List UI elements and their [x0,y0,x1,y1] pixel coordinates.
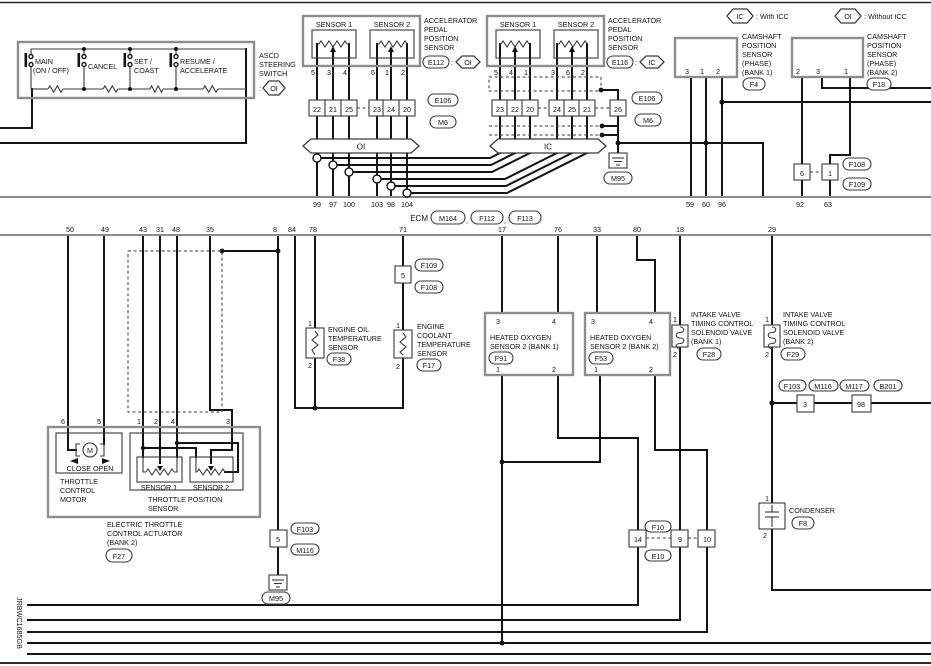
motor-title: THROTTLE [60,477,98,486]
conn-id: F108 [848,160,866,169]
condenser-title: CONDENSER [789,506,835,515]
pin-label: 1 [496,365,500,374]
oil-title3: SENSOR [328,343,359,352]
conn-pin: 3 [803,400,807,409]
ecm-pin: 49 [101,225,109,234]
ecm-pin: 48 [172,225,180,234]
ecm-pin: 78 [309,225,317,234]
motor-m-label: M [87,446,93,455]
conn-id: F18 [872,80,886,89]
potentiometer-icon [500,41,587,52]
pin-label: 2 [763,531,767,540]
iv2-title2: TIMING CONTROL [783,319,846,328]
conn-pin: 98 [857,400,865,409]
e112-connector-label: E112 [427,58,445,67]
oi-badge-icon [263,81,285,95]
ho2s2-title2: SENSOR 2 (BANK 2) [590,342,659,351]
conn-pin: 23 [373,105,381,114]
ecm-pin: 17 [498,225,506,234]
iv2-title3: SOLENOID VALVE [783,328,845,337]
ecm-conn: F113 [517,214,533,223]
legend-oi-label: OI [844,12,852,21]
e112-title2: PEDAL [424,25,448,34]
conn-id: M117 [845,382,863,391]
connector-row-right [779,380,902,412]
ground-connector-label: M95 [611,174,625,183]
oil-title2: TEMPERATURE [328,334,382,343]
pin-label: 3 [496,317,500,326]
ecm-pin: 18 [676,225,684,234]
motor-title3: MOTOR [60,495,87,504]
tps-sensor1-label: SENSOR 1 [140,483,178,492]
ecm-pin: 63 [824,200,832,209]
ascd-badge-label: OI [270,84,278,93]
pin-label: 6 [371,68,375,77]
conn-pin: 14 [634,535,642,544]
ascd-resume-label2: ACCELERATE [180,66,228,75]
iv2-title4: (BANK 2) [783,337,814,346]
ecm-pin: 103 [371,200,383,209]
conn-id: E10 [651,552,665,561]
conn-pin: 5 [401,271,405,280]
pin-label: 3 [327,68,331,77]
harness-band-ic [490,139,606,153]
cmp2-title: CAMSHAFT [867,32,907,41]
pin-label: 3 [226,417,230,426]
cmp1-title4: (PHASE) [742,59,772,68]
e116-connector-label: E116 [611,58,629,67]
pin-label: 2 [796,67,800,76]
cmp1-title: CAMSHAFT [742,32,782,41]
ascd-resume-label: RESUME / [180,57,215,66]
pin-label: 2 [716,67,720,76]
e112-title: ACCELERATOR [424,16,478,25]
cmp1-title3: SENSOR [742,50,773,59]
shield-icon [489,77,601,91]
conn-pin: 24 [553,105,561,114]
pin-label: 2 [673,350,677,359]
cool-title2: COOLANT [417,331,452,340]
pin-label: 1 [385,68,389,77]
conn-id: F28 [702,350,716,359]
ascd-title2: STEERING [259,60,296,69]
pin-label: 5 [97,417,101,426]
ecm-pin: 60 [702,200,710,209]
conn-id: E106 [638,94,656,103]
ascd-colon: : [259,84,261,93]
harness-band-oi [303,139,419,153]
oi-badge-icon [835,9,861,23]
conn-id: M6 [438,118,448,127]
ho2s1-title: HEATED OXYGEN [490,333,552,342]
ascd-cancel-label: CANCEL [88,62,118,71]
conn-pin: 25 [345,105,353,114]
ecm-conn: F112 [479,214,495,223]
cmp1-title2: POSITION [742,41,777,50]
motor-title2: CONTROL [60,486,96,495]
band-oi-label: OI [356,142,366,152]
cool-title4: SENSOR [417,349,448,358]
badge-label: OI [464,58,472,67]
pin-label: 2 [581,68,585,77]
conn-id: F109 [420,261,438,270]
pin-label: 2 [401,68,405,77]
ecm-pin: 76 [554,225,562,234]
e112-title4: SENSOR [424,43,455,52]
pin-label: 4 [343,68,347,77]
pin-label: 1 [594,365,598,374]
actuator-title3: (BANK 2) [107,538,138,547]
pin-label: 1 [765,315,769,324]
conn-id: M116 [296,546,314,555]
cmp1-title5: (BANK 1) [742,68,773,77]
conn-pin: 9 [678,535,682,544]
comma: , [466,216,468,225]
ground-icon [262,575,290,604]
ecm-pin: 99 [313,200,321,209]
conn-id: E106 [434,96,452,105]
pin-label: 4 [649,317,653,326]
conn-pin: 23 [496,105,504,114]
ecm-pin: 97 [329,200,337,209]
ecm-pin: 92 [796,200,804,209]
conn-pin: 5 [276,535,280,544]
iv2-title: INTAKE VALVE [783,310,833,319]
pin-label: 2 [552,365,556,374]
conn-id: F53 [594,354,608,363]
pin-label: 4 [552,317,556,326]
conn-id: M6 [643,116,653,125]
ic-badge-icon [640,56,664,68]
cool-title: ENGINE [417,322,445,331]
tps-sensor2-label: SENSOR 2 [192,483,230,492]
pin-label: 5 [494,68,498,77]
intake-valve-solenoid-bank1 [672,310,753,360]
e116-title2: PEDAL [608,25,632,34]
ecm-labels [66,200,832,234]
pin-label: 2 [649,365,653,374]
ecm-pin: 98 [387,200,395,209]
pin-label: 1 [700,67,704,76]
cmp2-title5: (BANK 2) [867,68,898,77]
ecm-pin: 43 [139,225,147,234]
conn-id: F8 [798,519,808,528]
engine-oil-temp-sensor [306,319,382,370]
ascd-set-label: SET / [134,57,152,66]
ho2s1-title2: SENSOR 2 (BANK 1) [490,342,559,351]
conn-id: F27 [112,552,126,561]
badge-label: IC [648,58,656,67]
pin-label: 6 [566,68,570,77]
ecm-pin: 8 [273,225,277,234]
ecm-pin: 80 [633,225,641,234]
legend-oi-desc: : Without ICC [864,12,907,21]
legend [727,9,907,23]
actuator-title: ELECTRIC THROTTLE [107,520,183,529]
conn-id: F4 [749,80,759,89]
pin-label: 2 [396,362,400,371]
ic-badge-icon [727,9,753,23]
inline-connectors-f10-e10 [629,521,715,561]
motor-icon [70,443,110,464]
cmp2-title3: SENSOR [867,50,898,59]
ecm-pin: 33 [593,225,601,234]
conn-id: F91 [494,354,508,363]
conn-id: F109 [848,180,866,189]
document-id: JRBWC1685GB [15,597,24,649]
pin-label: 6 [61,417,65,426]
cmp2-title4: (PHASE) [867,59,897,68]
ecm-pin: 96 [718,200,726,209]
conn-id: M116 [814,382,832,391]
iv1-title4: (BANK 1) [691,337,722,346]
pin-label: 1 [524,68,528,77]
e116-title4: SENSOR [608,43,639,52]
ecm-name: ECM [410,214,428,223]
cool-title3: TEMPERATURE [417,340,471,349]
pin-label: 2 [154,417,158,426]
conn-pin: 22 [511,105,519,114]
close-open-label: CLOSE OPEN [66,464,114,473]
conn-pin: 1 [828,169,832,178]
iv1-title3: SOLENOID VALVE [691,328,753,337]
sensor2-label: SENSOR 2 [373,20,411,29]
conn-id: F108 [420,283,438,292]
conn-pin: 25 [568,105,576,114]
ground-icon [604,153,632,184]
band-ic-label: IC [544,142,552,152]
conn-id: F29 [786,350,800,359]
ecm-pin: 104 [401,200,413,209]
ecm-pin: 31 [156,225,164,234]
ecm-pin: 29 [768,225,776,234]
legend-ic-desc: : With ICC [756,12,789,21]
conn-id: F38 [332,355,346,364]
conn-pin: 20 [526,105,534,114]
pin-label: 2 [308,361,312,370]
legend-ic-label: IC [736,12,744,21]
pin-label: 1 [308,319,312,328]
sensor2-label: SENSOR 2 [557,20,595,29]
heated-oxygen-sensor-bank1 [485,313,573,375]
heated-oxygen-sensor-bank2 [585,313,670,375]
comma: , [504,216,506,225]
conn-id: F17 [422,361,436,370]
conn-pin: 26 [614,105,622,114]
conn-pin: 21 [583,105,591,114]
conn-pin: 22 [313,105,321,114]
sensor1-label: SENSOR 1 [315,20,353,29]
iv1-title: INTAKE VALVE [691,310,741,319]
conn-pin: 20 [403,105,411,114]
ecm-conn: M164 [439,214,457,223]
actuator-title2: CONTROL ACTUATOR [107,529,183,538]
iv1-title2: TIMING CONTROL [691,319,754,328]
electric-throttle-actuator [48,417,260,562]
conn-id: F103 [296,525,314,534]
conn-id: F10 [651,523,665,532]
conn-pin: 6 [800,169,804,178]
potentiometer-icon [317,41,407,52]
engine-coolant-temp-sensor [394,321,471,371]
pin-label: 3 [816,67,820,76]
conn-id: B201 [879,382,897,391]
conn-pin: 24 [387,105,395,114]
ascd-steering-switch [18,42,296,98]
ground-connector-label: M95 [269,594,283,603]
pin-label: 1 [844,67,848,76]
ascd-title3: SWITCH [259,69,288,78]
cmp2-title2: POSITION [867,41,902,50]
sensor1-label: SENSOR 1 [499,20,537,29]
ho2s2-title: HEATED OXYGEN [590,333,652,342]
e116-title3: POSITION [608,34,643,43]
accel-pedal-sensor-e116 [487,16,664,135]
pin-label: 3 [685,67,689,76]
ascd-main-label: MAIN [35,57,53,66]
camshaft-connectors [794,158,871,190]
colon: : [635,58,637,67]
pin-label: 2 [765,350,769,359]
ascd-set-label2: COAST [134,66,159,75]
condenser [759,494,835,540]
oil-title: ENGINE OIL [328,325,370,334]
pin-label: 1 [673,315,677,324]
pin-label: 1 [137,417,141,426]
ecm-pin: 50 [66,225,74,234]
ecm-pin: 100 [343,200,355,209]
ascd-title: ASCD [259,51,279,60]
oi-badge-icon [456,56,480,68]
conn-id: F103 [783,382,801,391]
ecm-pin: 35 [206,225,214,234]
pin-label: 1 [396,321,400,330]
pin-label: 3 [591,317,595,326]
e112-title3: POSITION [424,34,459,43]
tps-title2: SENSOR [148,504,179,513]
pin-label: 3 [551,68,555,77]
pin-label: 4 [171,417,175,426]
e116-title: ACCELERATOR [608,16,662,25]
pin-label: 1 [765,494,769,503]
ecm-pin: 59 [686,200,694,209]
pin-label: 5 [311,68,315,77]
ascd-main-label2: (ON / OFF) [33,66,69,75]
ecm-pin: 84 [288,225,296,234]
conn-pin: 21 [329,105,337,114]
potentiometer-icon [143,457,225,475]
pin-label: 4 [509,68,513,77]
conn-pin: 10 [703,535,711,544]
joint-rings [313,154,411,197]
colon: : [451,58,453,67]
ecm-pin: 71 [399,225,407,234]
tps-title: THROTTLE POSITION [148,495,223,504]
intake-valve-solenoid-bank2 [764,310,845,360]
